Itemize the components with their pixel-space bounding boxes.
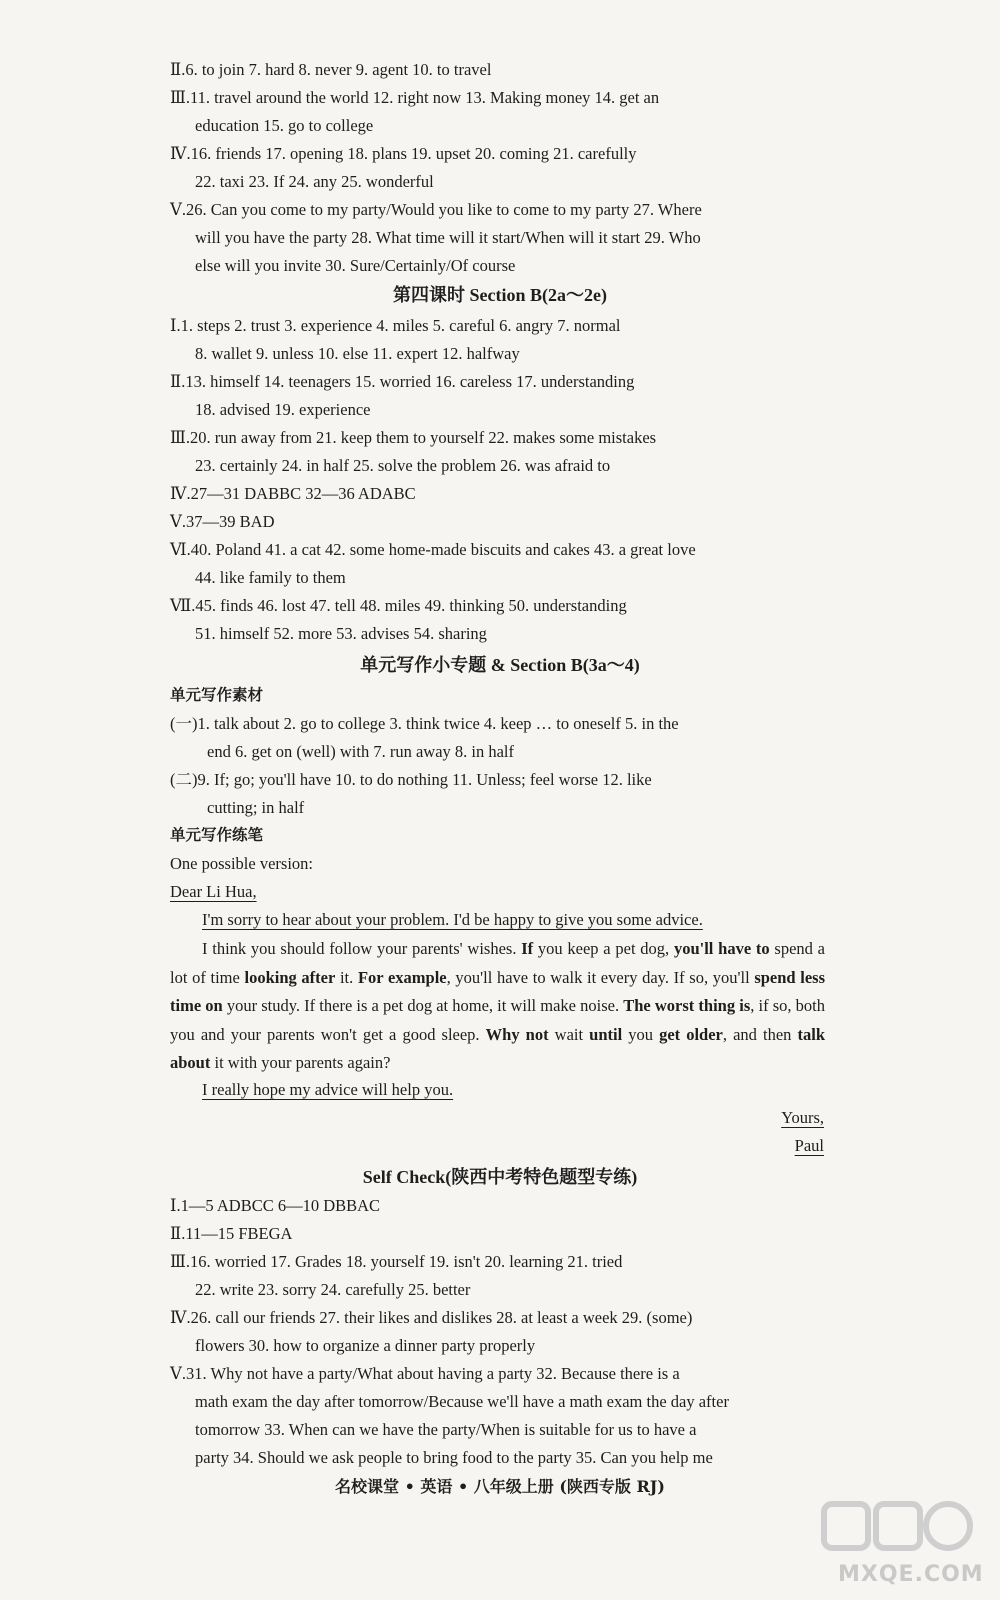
- letter-text: your study. If there is a pet dog at home, it will make noise.: [222, 996, 624, 1015]
- section-heading-writing: 单元写作小专题 & Section B(3a～4): [360, 655, 640, 675]
- answer-line: party 34. Should we ask people to bring food to the party 35. Can you help me: [195, 1448, 713, 1467]
- answer-line: will you have the party 28. What time will it start/When will it start 29. Who: [195, 228, 701, 247]
- letter-body: [170, 935, 825, 1078]
- answer-line: Ⅱ.11—15 FBEGA: [170, 1224, 293, 1243]
- key-phrase: get older: [659, 1024, 723, 1044]
- answer-line: Ⅱ.13. himself 14. teenagers 15. worried 16. careless 17. understanding: [170, 372, 635, 391]
- answer-line: Ⅴ.31. Why not have a party/What about having a party 32. Because there is a: [170, 1364, 680, 1383]
- answer-line: Ⅳ.27—31 DABBC 32—36 ADABC: [170, 484, 416, 503]
- answer-line: Ⅵ.40. Poland 41. a cat 42. some home-made biscuits and cakes 43. a great love: [170, 540, 696, 559]
- letter-salutation: Dear Li Hua,: [170, 882, 257, 901]
- answer-line: 22. write 23. sorry 24. carefully 25. better: [195, 1280, 471, 1299]
- letter-text: I think you should follow your parents' wishes.: [202, 939, 522, 958]
- answer-line: Ⅳ.26. call our friends 27. their likes and dislikes 28. at least a week 29. (some): [170, 1308, 693, 1327]
- letter-text: , you'll have to walk it every day. If so, you'll: [446, 967, 755, 987]
- answer-line: (二)9. If; go; you'll have 10. to do nothing 11. Unless; feel worse 12. like: [170, 770, 652, 789]
- answer-line: 22. taxi 23. If 24. any 25. wonderful: [195, 172, 434, 191]
- answer-line: Ⅳ.16. friends 17. opening 18. plans 19. upset 20. coming 21. carefully: [170, 144, 637, 163]
- section-heading-lesson4: 第四课时 Section B(2a～2e): [393, 285, 607, 305]
- key-phrase: until: [589, 1024, 623, 1044]
- subheading-practice: 单元写作练笔: [170, 826, 264, 844]
- page-footer: 名校课堂 • 英语 • 八年级上册 (陕西专版 RJ): [335, 1477, 665, 1496]
- letter-signoff: Yours,: [781, 1108, 824, 1127]
- letter-text: you: [622, 1024, 660, 1044]
- key-phrase: looking after: [244, 967, 336, 987]
- answer-line: 51. himself 52. more 53. advises 54. sharing: [195, 624, 487, 643]
- letter-text: you keep a pet dog,: [533, 939, 674, 958]
- watermark-text: MXQE.COM: [838, 1562, 984, 1587]
- key-phrase: If: [521, 939, 534, 958]
- answer-line: end 6. get on (well) with 7. run away 8. in half: [207, 742, 515, 761]
- letter-text: it.: [335, 967, 358, 987]
- answer-line: flowers 30. how to organize a dinner party properly: [195, 1336, 536, 1355]
- answer-line: Ⅶ.45. finds 46. lost 47. tell 48. miles 49. thinking 50. understanding: [170, 596, 627, 615]
- letter-text: it with your parents again?: [210, 1053, 391, 1072]
- letter-opening: I'm sorry to hear about your problem. I'd be happy to give you some advice.: [202, 910, 703, 929]
- answer-line: 8. wallet 9. unless 10. else 11. expert 12. halfway: [195, 344, 520, 363]
- answer-line: Ⅰ.1. steps 2. trust 3. experience 4. miles 5. careful 6. angry 7. normal: [170, 316, 621, 335]
- answer-line: 23. certainly 24. in half 25. solve the problem 26. was afraid to: [195, 456, 611, 475]
- key-phrase: For example: [357, 967, 447, 987]
- answer-line: Ⅴ.26. Can you come to my party/Would you like to come to my party 27. Where: [170, 200, 702, 219]
- answer-line: math exam the day after tomorrow/Because we'll have a math exam the day after: [195, 1392, 729, 1411]
- key-phrase: you'll have to: [673, 939, 770, 958]
- letter-text: , and then: [722, 1024, 798, 1044]
- answer-line: (一)1. talk about 2. go to college 3. think twice 4. keep … to oneself 5. in the: [170, 714, 679, 733]
- answer-line: education 15. go to college: [195, 116, 374, 135]
- letter-text: spend a lot of time: [170, 939, 825, 987]
- answer-line: 44. like family to them: [195, 568, 346, 587]
- key-phrase: spend less time on: [170, 967, 825, 1015]
- answer-line: Ⅲ.11. travel around the world 12. right now 13. Making money 14. get an: [170, 88, 660, 107]
- key-phrase: The worst thing is: [623, 996, 751, 1015]
- answer-line: Ⅱ.6. to join 7. hard 8. never 9. agent 10. to travel: [170, 60, 492, 79]
- letter-text: , if so, both you and your parents won't get a good sleep.: [170, 996, 825, 1044]
- answer-line: Ⅲ.20. run away from 21. keep them to yourself 22. makes some mistakes: [170, 428, 657, 447]
- answer-line: Ⅰ.1—5 ADBCC 6—10 DBBAC: [170, 1196, 381, 1215]
- key-phrase: Why not: [485, 1024, 549, 1044]
- letter-text: wait: [548, 1024, 590, 1044]
- letter-signature: Paul: [794, 1136, 824, 1155]
- answer-line: tomorrow 33. When can we have the party/When is suitable for us to have a: [195, 1420, 697, 1439]
- subheading-materials: 单元写作素材: [170, 686, 264, 704]
- answer-line: Ⅲ.16. worried 17. Grades 18. yourself 19. isn't 20. learning 21. tried: [170, 1252, 623, 1271]
- section-heading-self-check: Self Check(陕西中考特色题型专练): [362, 1167, 638, 1187]
- key-phrase: talk about: [170, 1024, 825, 1072]
- answer-line: 18. advised 19. experience: [195, 400, 371, 419]
- letter-closing: I really hope my advice will help you.: [202, 1080, 454, 1099]
- version-label: One possible version:: [170, 854, 313, 873]
- answer-line: Ⅴ.37—39 BAD: [170, 512, 275, 531]
- answer-line: cutting; in half: [207, 798, 305, 817]
- answer-line: else will you invite 30. Sure/Certainly/Of course: [195, 256, 516, 275]
